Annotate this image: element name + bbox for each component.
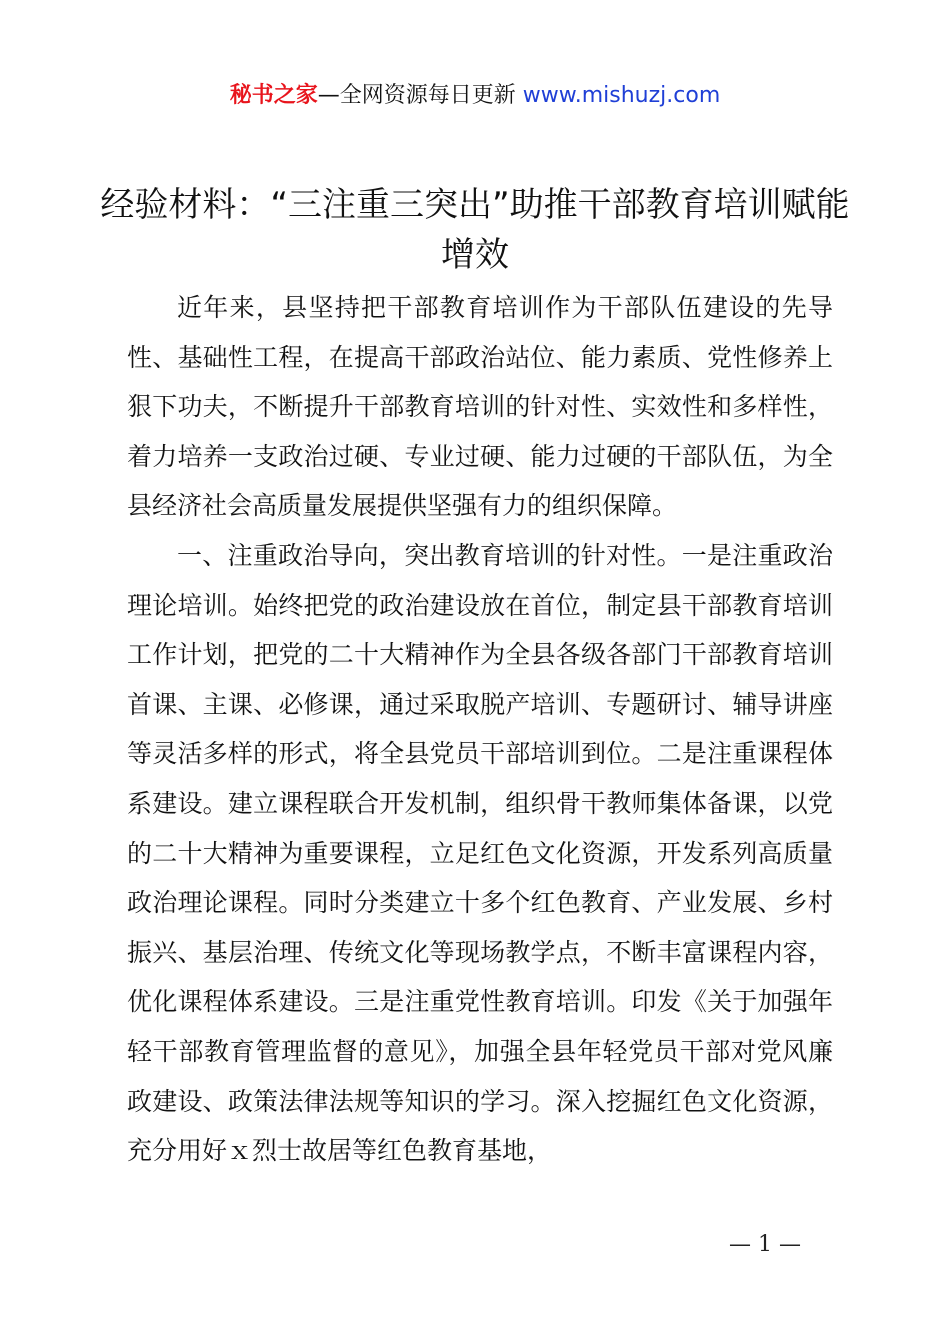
site-slogan: —全网资源每日更新 [317,83,516,108]
site-brand: 秘书之家 [229,83,318,108]
site-url[interactable]: www.mishuzj.com [522,83,721,108]
paragraph-section-one: 一、注重政治导向，突出教育培训的针对性。一是注重政治理论培训。始终把党的政治建设放在首位，制定县干部教育培训工作计划，把党的二十大精神作为全县各级各部门干部教育培训首课、主课、必修课，通过采取脱产培训、专题研讨、辅导讲座等灵活多样的形式，将全县党员干部培训到位。二是注重课程体系建设。建立课程联合开发机制，组织骨干教师集体备课，以党的二十大精神为重要课程，立足红色文化资源，开发系列高质量政治理论课程。同时分类建立十多个红色教育、产业发展、乡村振兴、基层治理、传统文化等现场教学点，不断丰富课程内容，优化课程体系建设。三是注重党性教育培训。印发《关于加强年轻干部教育管理监督的意见》，加强全县年轻党员干部对党风廉政建设、政策法律法规等知识的学习。深入挖掘红色文化资源，充分用好ｘ烈士故居等红色教育基地， [127,540,833,1166]
document-title: 经验材料：“三注重三突出”助推干部教育培训赋能增效 [100,185,850,275]
paragraph-intro: 近年来，县坚持把干部教育培训作为干部队伍建设的先导性、基础性工程，在提高干部政治站位、能力素质、党性修养上狠下功夫，不断提升干部教育培训的针对性、实效性和多样性，着力培养一支政治过硬、专业过硬、能力过硬的干部队伍，为全县经济社会高质量发展提供坚强有力的组织保障。 [127,293,833,521]
site-header [0,80,950,112]
document-body [127,283,833,1176]
page-number: — 1 — [729,1232,801,1257]
